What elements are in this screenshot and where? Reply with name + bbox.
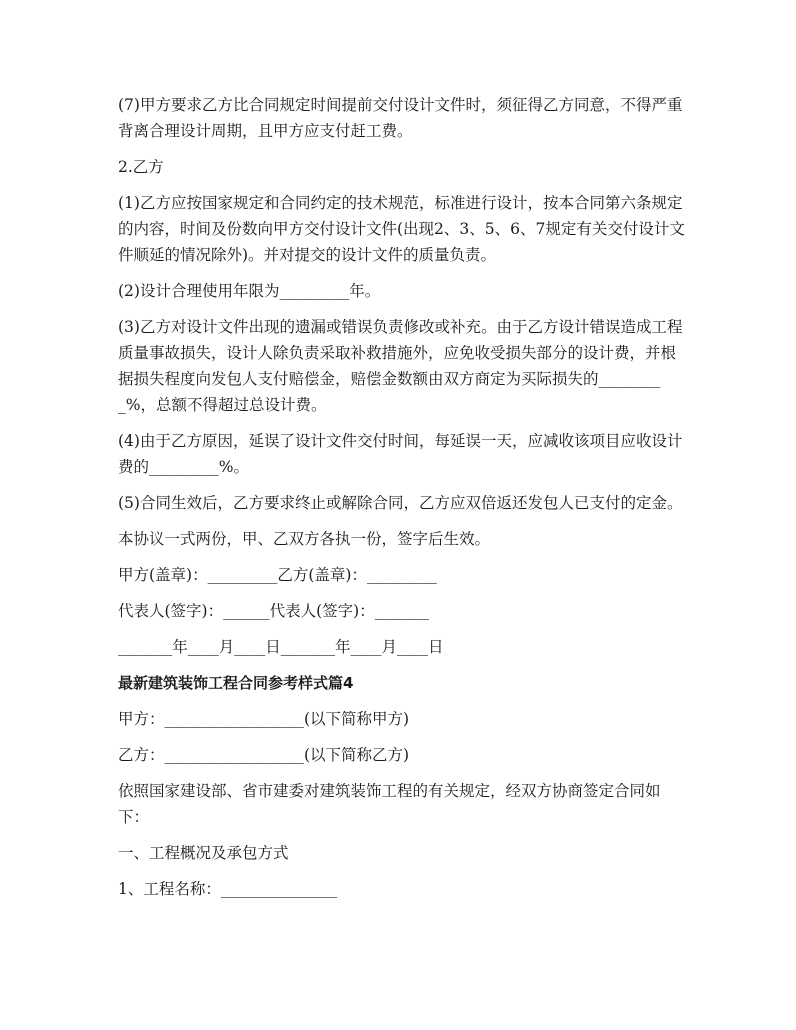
party-a-line: 甲方：__________________(以下简称甲方) bbox=[118, 710, 410, 728]
preamble-paragraph: 依照国家建设部、省市建委对建筑装饰工程的有关规定，经双方协商签定合同如下： bbox=[118, 782, 661, 826]
party-b-section-label: 2.乙方 bbox=[118, 158, 164, 176]
agreement-copies-paragraph: 本协议一式两份，甲、乙双方各执一份，签字后生效。 bbox=[118, 530, 491, 548]
seal-line: 甲方(盖章)：_________乙方(盖章)：_________ bbox=[118, 566, 437, 584]
party-b-clause-1-paragraph: (1)乙方应按国家规定和合同约定的技术规范，标准进行设计，按本合同第六条规定的内容，时间及份数向甲方交付设计文件(出现2、3、5、6、7规定有关交付设计文件顺延的情况除外)。并对提交的设计文件的质量负责。 bbox=[118, 194, 685, 264]
party-b-clause-3-paragraph: (3)乙方对设计文件出现的遗漏或错误负责修改或补充。由于乙方设计错误造成工程质量事故损失，设计人除负责采取补救措施外，应免收受损失部分的设计费，并根据损失程度向发包人支付赔偿金，赔偿金数额由双方商定为买际损失的_________%，总额不得超过总设计费。 bbox=[118, 318, 683, 414]
signature-line: 代表人(签字)：______代表人(签字)：_______ bbox=[118, 602, 429, 620]
date-line: _______年____月____日_______年____月____日 bbox=[118, 638, 444, 656]
party-b-clause-4-paragraph: (4)由于乙方原因，延误了设计文件交付时间，每延误一天，应减收该项目应收设计费的_________%。 bbox=[118, 432, 683, 476]
section-heading: 最新建筑装饰工程合同参考样式篇4 bbox=[118, 674, 354, 692]
clause-7-paragraph: (7)甲方要求乙方比合同规定时间提前交付设计文件时，须征得乙方同意，不得严重背离合理设计周期，且甲方应支付赶工费。 bbox=[118, 96, 683, 140]
document-page bbox=[118, 92, 688, 912]
party-b-line: 乙方：__________________(以下简称乙方) bbox=[118, 746, 410, 764]
party-b-clause-5-paragraph: (5)合同生效后，乙方要求终止或解除合同，乙方应双倍返还发包人已支付的定金。 bbox=[118, 494, 683, 512]
section-one-title: 一、工程概况及承包方式 bbox=[118, 844, 289, 862]
party-b-clause-2-paragraph: (2)设计合理使用年限为_________年。 bbox=[118, 282, 381, 300]
project-name-line: 1、工程名称：_______________ bbox=[118, 880, 338, 898]
